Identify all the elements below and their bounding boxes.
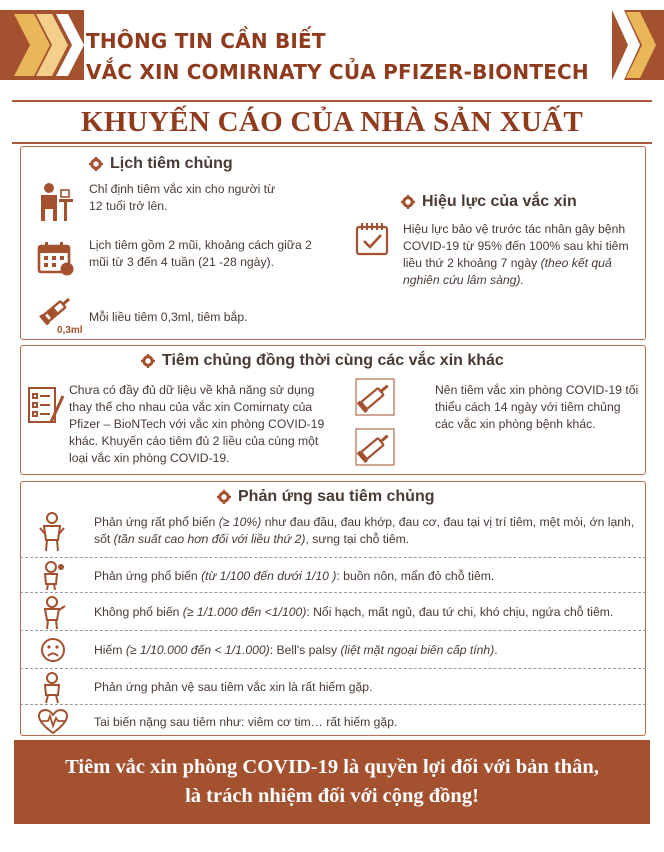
- co-admin-title: [141, 352, 504, 370]
- schedule-item-dose-amount: Mỗi liều tiêm 0,3ml, tiêm bắp.: [89, 310, 248, 324]
- reaction-symptoms: : Nổi hạch, mất ngủ, đau tứ chi, khó chịu, ngứa chỗ tiêm.: [306, 605, 614, 619]
- reaction-text-common: [94, 568, 642, 585]
- reaction-row-rare: [20, 631, 646, 669]
- reaction-end: .: [494, 643, 498, 657]
- dose-label: 0,3ml: [57, 325, 83, 336]
- schedule-title: [89, 155, 233, 173]
- reactions-title-text: Phản ứng sau tiêm chủng: [238, 488, 435, 505]
- gear-icon: [217, 490, 231, 504]
- reaction-symptoms: : buồn nôn, mẩn đỏ chỗ tiêm.: [336, 569, 495, 583]
- person-fever-icon: [38, 512, 66, 552]
- reaction-row-uncommon: [20, 593, 646, 631]
- gear-icon: [89, 157, 103, 171]
- header-title: [86, 26, 589, 88]
- reaction-text-very-common: [94, 514, 642, 548]
- reactions-title: [217, 488, 435, 506]
- syringe-icon: [355, 428, 395, 466]
- reaction-frequency: (≥ 1/10.000 đến < 1/1.000): [125, 643, 270, 657]
- reaction-frequency: (≥ 10%): [218, 515, 262, 529]
- header-rule: [12, 100, 652, 102]
- efficacy-text-main: Hiệu lực bảo vệ trước tác nhân gây bệnh COVID-19 từ 95% đến 100% sau khi tiêm liều thứ 2 khoảng 7 ngày: [403, 222, 629, 270]
- header: [0, 0, 664, 100]
- reaction-frequency: (≥ 1/1.000 đến <1/100): [182, 605, 307, 619]
- co-admin-title-text: Tiêm chủng đồng thời cùng các vắc xin khác: [162, 352, 504, 369]
- banner-line2: là trách nhiệm đối với cộng đồng!: [185, 785, 479, 807]
- efficacy-note: (theo kết quả nghiên cứu lâm sàng).: [403, 256, 612, 287]
- gear-icon: [141, 354, 155, 368]
- reaction-symptoms: như đau đầu, đau khớp, đau cơ, đau tại vị trí tiêm, mệt mỏi, ớn lạnh, sốt: [94, 515, 635, 546]
- closing-banner: [14, 740, 650, 824]
- co-administration-box: [20, 345, 646, 475]
- reaction-label: Hiếm: [94, 643, 126, 657]
- main-title: KHUYẾN CÁO CỦA NHÀ SẢN XUẤT: [81, 106, 583, 138]
- reaction-text-anaphylaxis: Phản ứng phản vệ sau tiêm vắc xin là rất hiếm gặp.: [94, 680, 373, 694]
- reaction-note: (tần suất cao hơn đối với liều thứ 2): [113, 532, 306, 546]
- syringe-icon: [39, 295, 73, 325]
- chevron-right-decoration-icon: [612, 10, 664, 80]
- header-title-line2: VẮC XIN COMIRNATY CỦA PFIZER-BIONTECH: [86, 60, 589, 84]
- sad-face-icon: [40, 637, 66, 663]
- chevron-left-decoration-icon: [0, 10, 84, 80]
- person-nausea-icon: [40, 561, 66, 591]
- reaction-label: Không phổ biến: [94, 605, 183, 619]
- checklist-pen-icon: [27, 386, 67, 426]
- person-collapse-icon: [40, 672, 66, 704]
- reaction-row-very-common: [20, 506, 646, 558]
- header-title-line1: THÔNG TIN CẦN BIẾT: [86, 29, 326, 53]
- schedule-item-age: Chỉ định tiêm vắc xin cho người từ 12 tuổi trở lên.: [89, 182, 276, 213]
- person-pain-icon: [40, 596, 66, 630]
- gear-icon: [401, 195, 415, 209]
- efficacy-title-text: Hiệu lực của vắc xin: [422, 193, 577, 210]
- reaction-note: (liệt mặt ngoại biên cấp tính): [340, 643, 495, 657]
- calendar-check-icon: [355, 223, 391, 257]
- reaction-label: Phản ứng phổ biến: [94, 569, 202, 583]
- co-admin-left-text: Chưa có đầy đủ dữ liệu về khả năng sử dụng thay thế cho nhau của vắc xin Comirnaty của Pfizer – BioNTech với vắc xin phòng COVID-19 khác. Khuyến cáo tiêm đủ 2 liều của cùng một loại vắc xin phòng COVID-19.: [69, 383, 325, 465]
- schedule-title-text: Lịch tiêm chủng: [110, 155, 233, 172]
- heartbeat-icon: [38, 709, 68, 735]
- banner-line1: Tiêm vắc xin phòng COVID-19 là quyền lợi đối với bản thân,: [65, 756, 599, 778]
- efficacy-text: [403, 221, 643, 289]
- schedule-item-doses: Lịch tiêm gồm 2 mũi, khoảng cách giữa 2 mũi từ 3 đến 4 tuần (21 -28 ngày).: [89, 238, 312, 269]
- reaction-frequency: (từ 1/100 đến dưới 1/10 ): [201, 569, 337, 583]
- calendar-icon: [37, 241, 75, 277]
- syringe-icon: [355, 378, 395, 416]
- co-admin-right-text: Nên tiêm vắc xin phòng COVID-19 tối thiểu cách 14 ngày với tiêm chủng các vắc xin phòng bệnh khác.: [435, 383, 639, 431]
- reaction-label: Phản ứng rất phổ biến: [94, 515, 219, 529]
- reaction-row-common: [20, 558, 646, 593]
- efficacy-title: [401, 193, 577, 211]
- reaction-symptoms-end: , sưng tại chỗ tiêm.: [305, 532, 410, 546]
- schedule-efficacy-box: [20, 146, 646, 340]
- reaction-text-rare: [94, 642, 642, 659]
- reaction-text-uncommon: [94, 604, 642, 621]
- reaction-row-anaphylaxis: [20, 669, 646, 705]
- title-rule: [12, 142, 652, 144]
- reaction-text-severe: Tai biến nặng sau tiêm như: viêm cơ tim… rất hiếm gặp.: [94, 715, 398, 729]
- reaction-symptoms: : Bell's palsy: [269, 643, 341, 657]
- person-at-desk-icon: [35, 181, 75, 223]
- reaction-row-severe: [20, 705, 646, 739]
